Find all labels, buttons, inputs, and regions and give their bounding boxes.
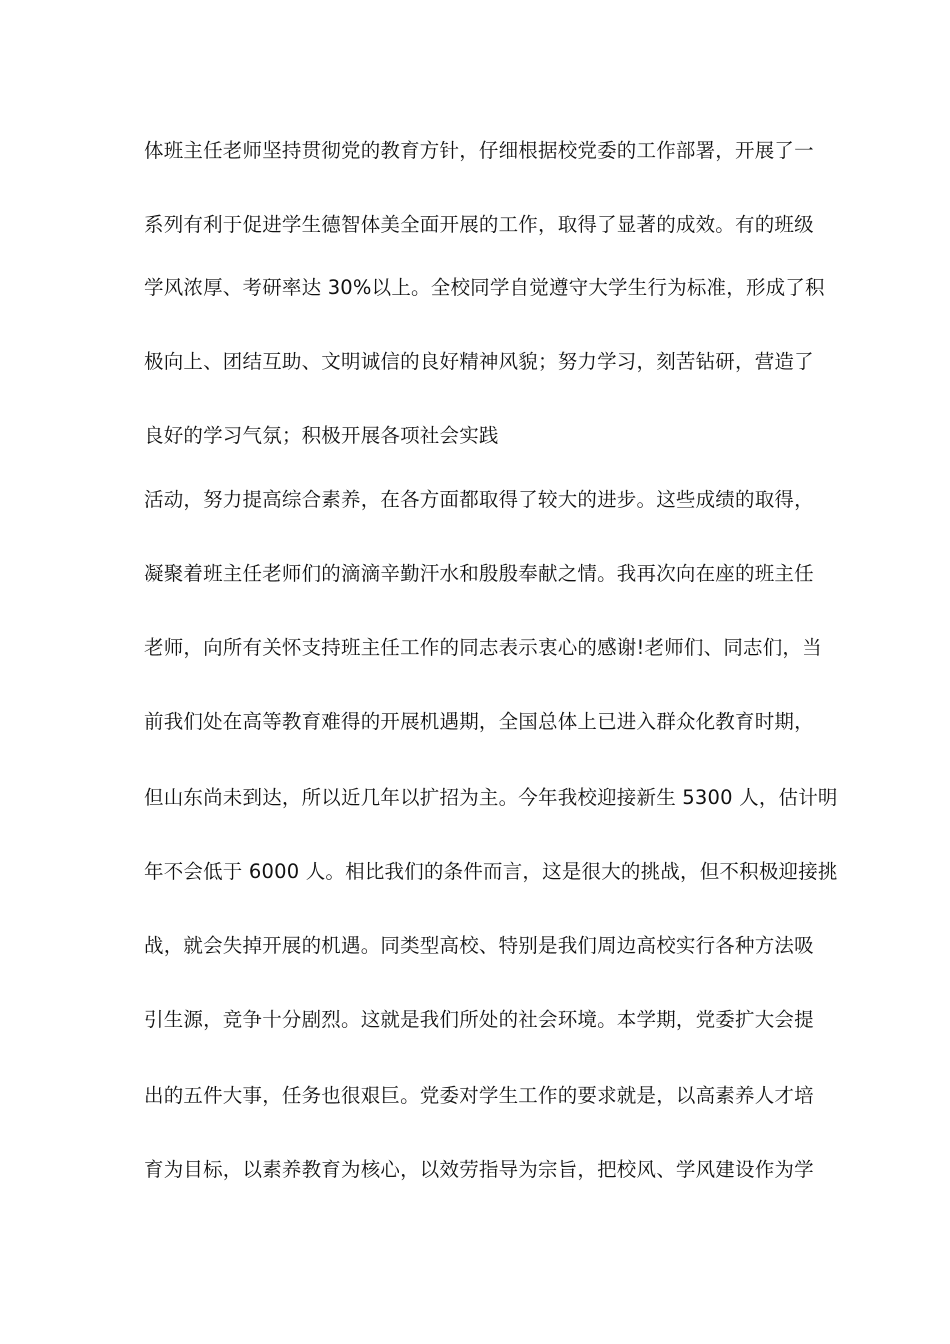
text-line-8: 老师，向所有关怀支持班主任工作的同志表示衷心的感谢!老师们、同志们，当 (144, 636, 822, 659)
text-line-3: 学风浓厚、考研率达 30%以上。全校同学自觉遵守大学生行为标准，形成了积 (144, 276, 825, 299)
text-line-1: 体班主任老师坚持贯彻党的教育方针，仔细根据校党委的工作部署，开展了一 (144, 139, 814, 162)
text-line-13: 引生源，竞争十分剧烈。这就是我们所处的社会环境。本学期，党委扩大会提 (144, 1008, 814, 1031)
text-line-4: 极向上、团结互助、文明诚信的良好精神风貌；努力学习，刻苦钻研，营造了 (144, 350, 814, 373)
text-line-12: 战，就会失掉开展的机遇。同类型高校、特别是我们周边高校实行各种方法吸 (144, 934, 814, 957)
text-line-9: 前我们处在高等教育难得的开展机遇期，全国总体上已进入群众化教育时期， (144, 710, 814, 733)
text-line-5: 良好的学习气氛；积极开展各项社会实践 (144, 424, 499, 447)
text-line-11: 年不会低于 6000 人。相比我们的条件而言，这是很大的挑战，但不积极迎接挑 (144, 860, 838, 883)
text-line-2: 系列有利于促进学生德智体美全面开展的工作，取得了显著的成效。有的班级 (144, 213, 814, 236)
text-line-15: 育为目标，以素养教育为核心，以效劳指导为宗旨，把校风、学风建设作为学 (144, 1158, 814, 1181)
text-line-7: 凝聚着班主任老师们的滴滴辛勤汗水和殷殷奉献之情。我再次向在座的班主任 (144, 562, 814, 585)
text-line-14: 出的五件大事，任务也很艰巨。党委对学生工作的要求就是，以高素养人才培 (144, 1084, 814, 1107)
text-line-10: 但山东尚未到达，所以近几年以扩招为主。今年我校迎接新生 5300 人，估计明 (144, 786, 838, 809)
text-line-6: 活动，努力提高综合素养，在各方面都取得了较大的进步。这些成绩的取得， (144, 488, 814, 511)
